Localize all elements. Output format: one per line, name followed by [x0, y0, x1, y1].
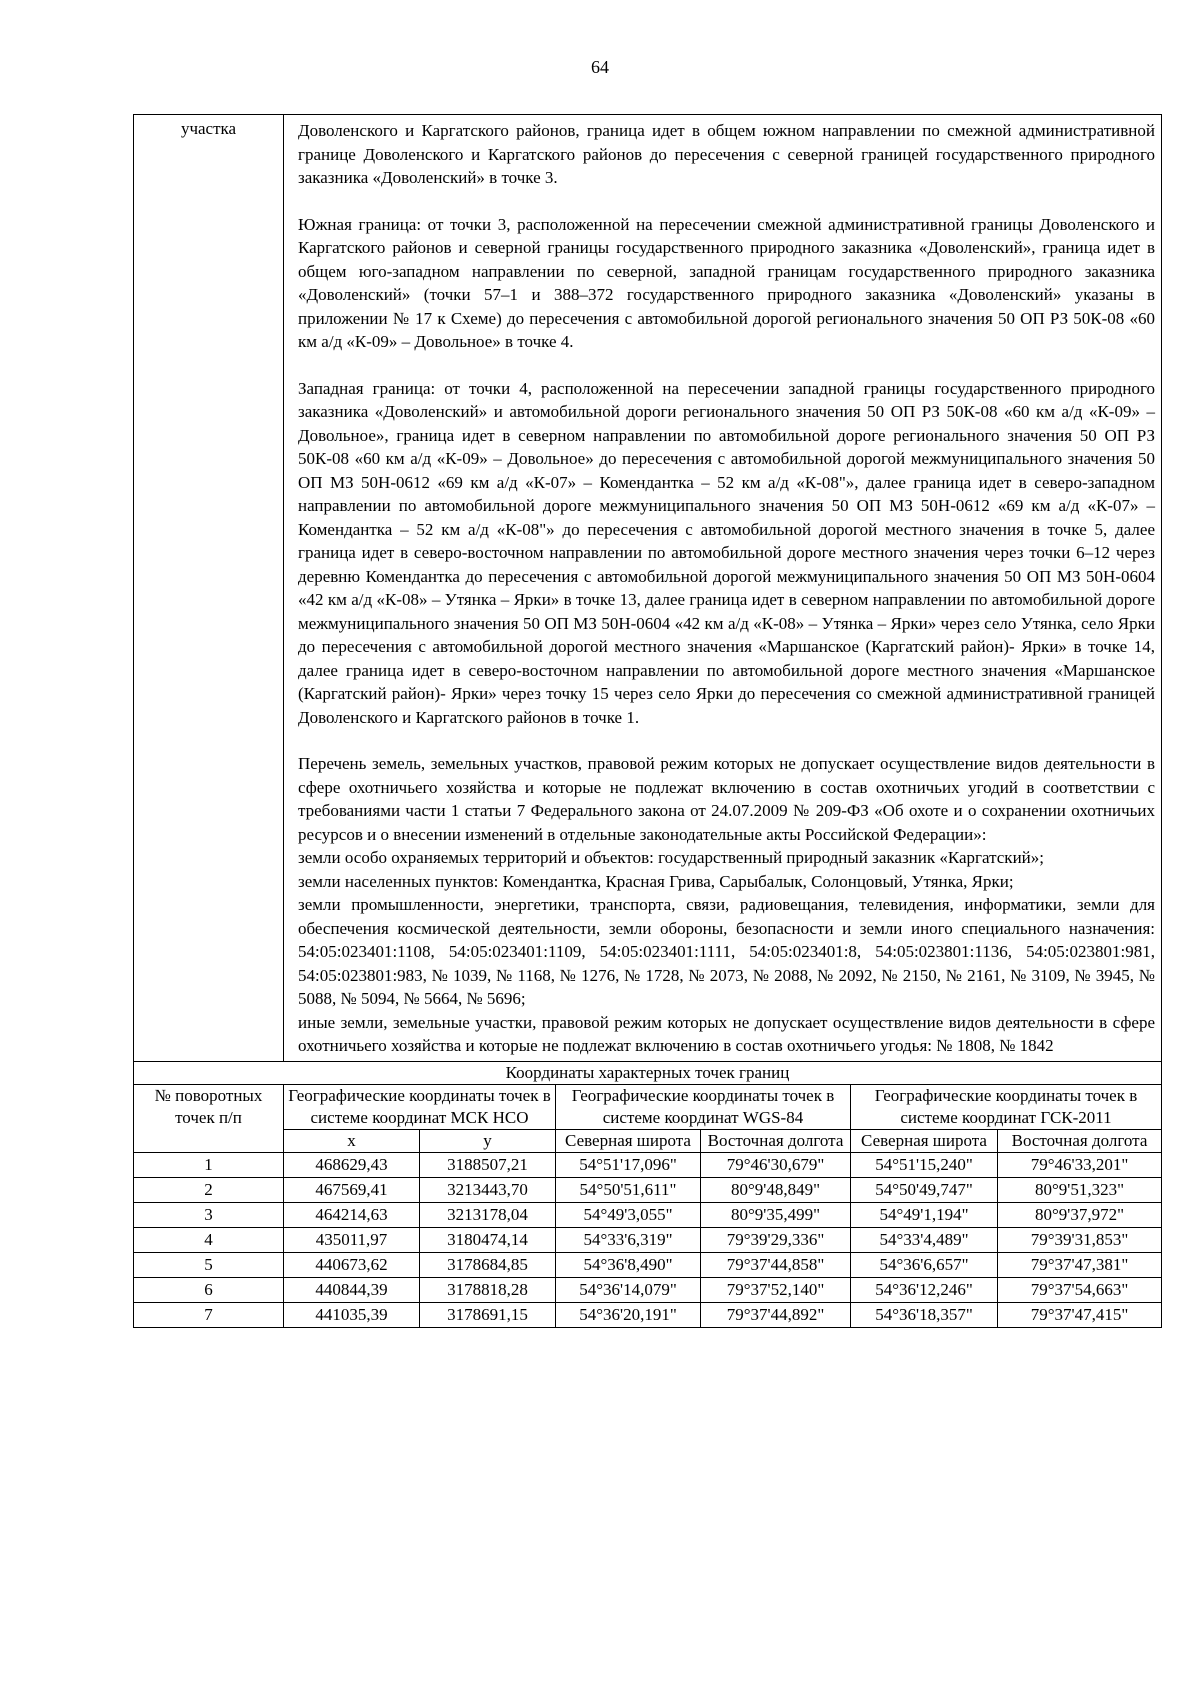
header-wgs-longitude: Восточная долгота: [701, 1129, 851, 1152]
paragraph-east-border-end: Доволенского и Каргатского районов, граница идет в общем южном направлении по смежной административной границе Доволенского и Каргатского районов до пересечения с северной границей государственного природного заказника «Доволенский» в точке 3.: [298, 121, 1155, 187]
msk-x: 467569,41: [284, 1177, 420, 1202]
point-number: 4: [134, 1227, 284, 1252]
wgs-latitude: 54°50'51,611": [556, 1177, 701, 1202]
msk-y: 3178818,28: [420, 1277, 556, 1302]
description-table: [133, 114, 1162, 1062]
wgs-latitude: 54°33'6,319": [556, 1227, 701, 1252]
gsk-latitude: 54°36'6,657": [851, 1252, 998, 1277]
paragraph-other-lands: иные земли, земельные участки, правовой режим которых не допускает осуществление видов деятельности в сфере охотничьего хозяйства и которые не подлежат включению в состав охотничьего угодья: № 1808, № 1842: [298, 1012, 1155, 1055]
wgs-latitude: 54°36'20,191": [556, 1302, 701, 1327]
gsk-latitude: 54°33'4,489": [851, 1227, 998, 1252]
msk-y: 3178684,85: [420, 1252, 556, 1277]
wgs-longitude: 79°37'52,140": [701, 1277, 851, 1302]
gsk-longitude: 79°37'54,663": [998, 1277, 1162, 1302]
description-text: [284, 115, 1162, 1062]
point-number: 5: [134, 1252, 284, 1277]
msk-x: 441035,39: [284, 1302, 420, 1327]
header-y: y: [420, 1129, 556, 1152]
paragraph-west-border: Западная граница: от точки 4, расположенной на пересечении западной границы государственного природного заказника «Доволенский» и автомобильной дороги регионального значения 50 ОП РЗ 50К-08 «60 км а/д «К-09» – Довольное», граница идет в северном направлении по автомобильной дороге регионального значения 50 ОП РЗ 50К-08 «60 км а/д «К-09» – Довольное» до пересечения с автомобильной дорогой межмуниципального значения 50 ОП МЗ 50Н-0612 «69 км а/д «К-07» – Комендантка – 52 км а/д «К-08"», далее граница идет в северо-западном направлении по автомобильной дороге межмуниципального значения 50 ОП МЗ 50Н-0612 «69 км а/д «К-07» – Комендантка – 52 км а/д «К-08"» до пересечения с автомобильной дорогой местного значения в точке 5, далее граница идет в северо-восточном направлении по автомобильной дороге местного значения через точки 6–12 через деревню Комендантка до пересечения с автомобильной дорогой межмуниципального значения 50 ОП МЗ 50Н-0604 «42 км а/д «К-08» – Утянка – Ярки» в точке 13, далее граница идет в северном направлении по автомобильной дороге межмуниципального значения 50 ОП МЗ 50Н-0604 «42 км а/д «К-08» – Утянка – Ярки» через село Утянка, село Ярки до пересечения с автомобильной дорогой местного значения «Маршанское (Каргатский район)- Ярки» в точке 14, далее граница идет в северо-восточном направлении по автомобильной дороге местного значения «Маршанское (Каргатский район)- Ярки» через точку 15 через село Ярки до пересечения со смежной административной границей Доволенского и Каргатского районов в точке 1.: [298, 378, 1155, 727]
gsk-longitude: 79°46'33,201": [998, 1152, 1162, 1177]
wgs-latitude: 54°36'8,490": [556, 1252, 701, 1277]
wgs-latitude: 54°49'3,055": [556, 1202, 701, 1227]
table-row: [134, 1177, 1162, 1202]
gsk-longitude: 79°39'31,853": [998, 1227, 1162, 1252]
msk-x: 440673,62: [284, 1252, 420, 1277]
msk-y: 3178691,15: [420, 1302, 556, 1327]
msk-x: 468629,43: [284, 1152, 420, 1177]
msk-y: 3213443,70: [420, 1177, 556, 1202]
msk-y: 3213178,04: [420, 1202, 556, 1227]
wgs-longitude: 79°37'44,892": [701, 1302, 851, 1327]
page-number: 64: [591, 57, 609, 77]
description-row: [134, 115, 1162, 1062]
table-row: [134, 1252, 1162, 1277]
gsk-latitude: 54°49'1,194": [851, 1202, 998, 1227]
wgs-latitude: 54°51'17,096": [556, 1152, 701, 1177]
wgs-latitude: 54°36'14,079": [556, 1277, 701, 1302]
header-wgs84: Географические координаты точек в системе координат WGS-84: [556, 1084, 851, 1129]
table-row: [134, 1302, 1162, 1327]
table-row: [134, 1202, 1162, 1227]
gsk-longitude: 79°37'47,415": [998, 1302, 1162, 1327]
msk-y: 3180474,14: [420, 1227, 556, 1252]
header-gsk-longitude: Восточная долгота: [998, 1129, 1162, 1152]
paragraph-exclusions-intro: Перечень земель, земельных участков, правовой режим которых не допускает осуществление видов деятельности в сфере охотничьего хозяйства и которые не подлежат включению в состав охотничьих угодий в соответствии с требованиями части 1 статьи 7 Федерального закона от 24.07.2009 № 209-ФЗ «Об охоте и о сохранении охотничьих ресурсов и о внесении изменений в отдельные законодательные акты Российской Федерации»:: [298, 754, 1155, 844]
point-number: 3: [134, 1202, 284, 1227]
wgs-longitude: 80°9'35,499": [701, 1202, 851, 1227]
msk-x: 435011,97: [284, 1227, 420, 1252]
wgs-longitude: 79°46'30,679": [701, 1152, 851, 1177]
coordinates-title: Координаты характерных точек границ: [134, 1061, 1162, 1084]
paragraph-south-border: Южная граница: от точки 3, расположенной на пересечении смежной административной границы Доволенского и Каргатского районов и северной границы государственного природного заказника «Доволенский», граница идет в общем юго-западном направлении по северной, западной границам государственного природного заказника «Доволенский» (точки 57–1 и 388–372 государственного природного заказника «Доволенский» указаны в приложении № 17 к Схеме) до пересечения с автомобильной дорогой регионального значения 50 ОП РЗ 50К-08 «60 км а/д «К-09» – Довольное» в точке 4.: [298, 214, 1155, 351]
msk-x: 440844,39: [284, 1277, 420, 1302]
header-point-number: № поворотных точек п/п: [134, 1084, 284, 1152]
gsk-latitude: 54°50'49,747": [851, 1177, 998, 1202]
wgs-longitude: 79°37'44,858": [701, 1252, 851, 1277]
paragraph-industrial-lands: земли промышленности, энергетики, транспорта, связи, радиовещания, телевидения, информатики, земли для обеспечения космической деятельности, земли обороны, безопасности и земли иного специального назначения: 54:05:023401:1108, 54:05:023401:1109, 54:05:023401:1111, 54:05:023401:8, 54:05:023801:1136, 54:05:023801:981, 54:05:023801:983, № 1039, № 1168, № 1276, № 1728, № 2073, № 2088, № 2092, № 2150, № 2161, № 3109, № 3945, № 5088, № 5094, № 5664, № 5696;: [298, 895, 1155, 1008]
wgs-longitude: 80°9'48,849": [701, 1177, 851, 1202]
header-gsk2011: Географические координаты точек в системе координат ГСК-2011: [851, 1084, 1162, 1129]
table-row: [134, 1152, 1162, 1177]
gsk-longitude: 80°9'37,972": [998, 1202, 1162, 1227]
table-row: [134, 1227, 1162, 1252]
gsk-longitude: 80°9'51,323": [998, 1177, 1162, 1202]
paragraph-settlements: земли населенных пунктов: Комендантка, Красная Грива, Сарыбалык, Солонцовый, Утянка, Ярки;: [298, 871, 1014, 891]
header-gsk-latitude: Северная широта: [851, 1129, 998, 1152]
header-msk-nso: Географические координаты точек в системе координат МСК НСО: [284, 1084, 556, 1129]
header-x: x: [284, 1129, 420, 1152]
gsk-latitude: 54°51'15,240": [851, 1152, 998, 1177]
msk-y: 3188507,21: [420, 1152, 556, 1177]
section-label: участка: [134, 115, 284, 1062]
msk-x: 464214,63: [284, 1202, 420, 1227]
coordinates-table: [133, 1061, 1162, 1328]
point-number: 1: [134, 1152, 284, 1177]
header-wgs-latitude: Северная широта: [556, 1129, 701, 1152]
gsk-latitude: 54°36'12,246": [851, 1277, 998, 1302]
gsk-latitude: 54°36'18,357": [851, 1302, 998, 1327]
gsk-longitude: 79°37'47,381": [998, 1252, 1162, 1277]
paragraph-protected-lands: земли особо охраняемых территорий и объектов: государственный природный заказник «Каргатский»;: [298, 848, 1044, 867]
point-number: 2: [134, 1177, 284, 1202]
table-row: [134, 1277, 1162, 1302]
point-number: 6: [134, 1277, 284, 1302]
wgs-longitude: 79°39'29,336": [701, 1227, 851, 1252]
point-number: 7: [134, 1302, 284, 1327]
